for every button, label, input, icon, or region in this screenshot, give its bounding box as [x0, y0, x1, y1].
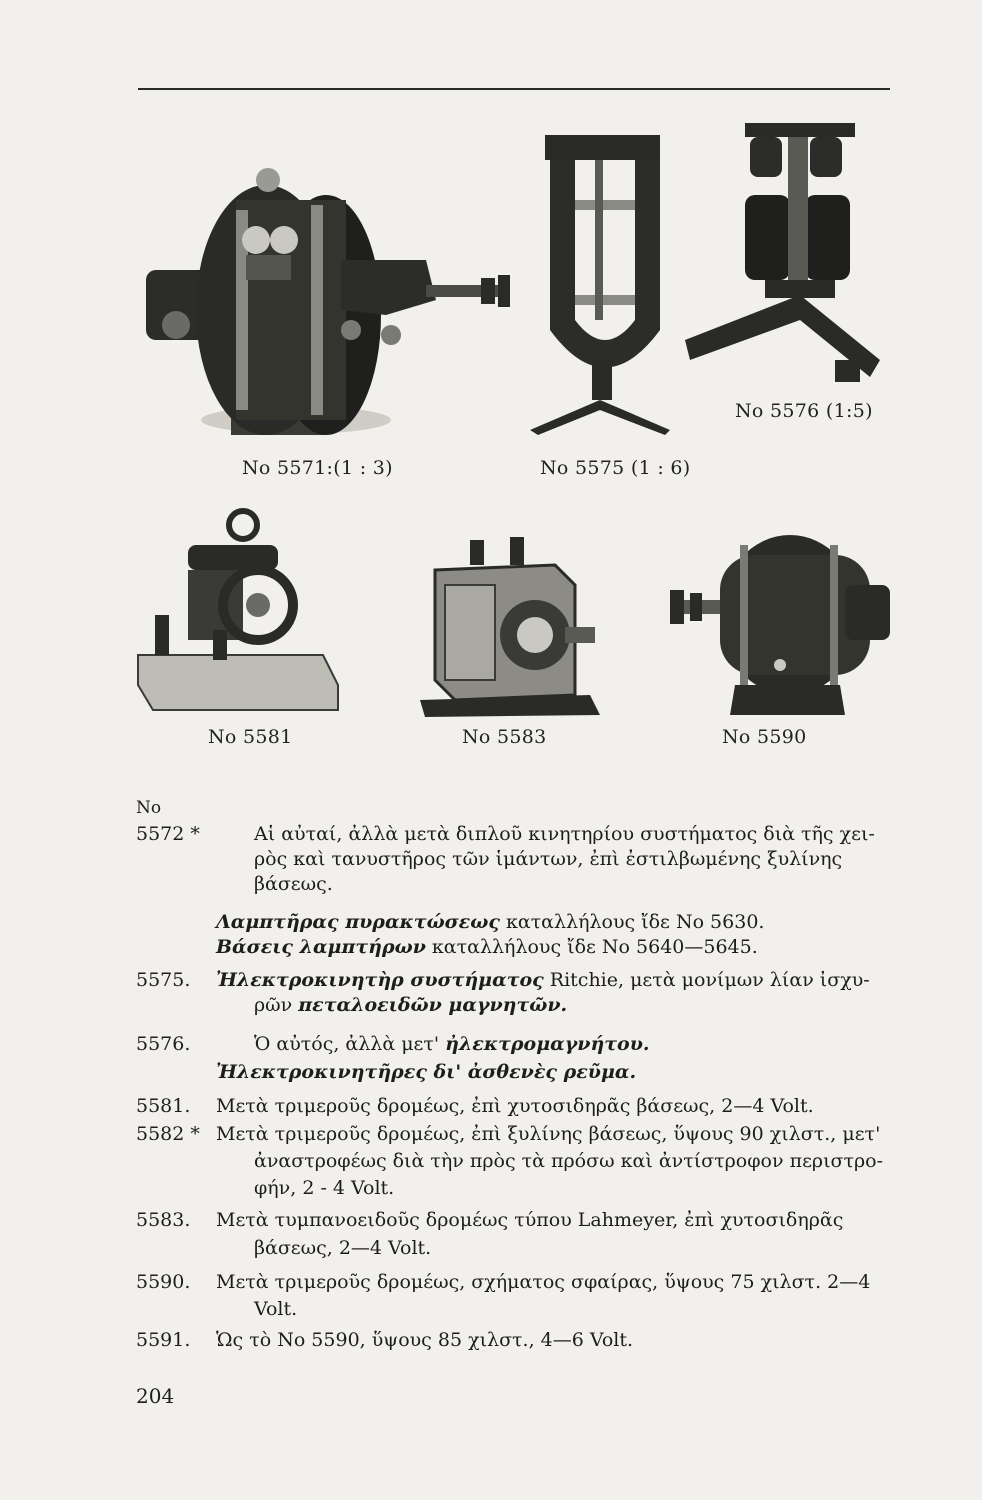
entry-number: 5583. [136, 1209, 191, 1231]
entry-number: 5582 * [136, 1123, 200, 1145]
header-rule [138, 88, 890, 90]
entry-text: Ὁ αὐτός, ἀλλὰ μετ' [254, 1033, 446, 1055]
caption-5581: No 5581 [208, 726, 293, 748]
entry-5582 [136, 1122, 896, 1197]
entry-line: βάσεως, 2—4 Volt. [254, 1237, 432, 1259]
entry-5583 [136, 1208, 896, 1258]
entry-line: Αἱ αὐταί, ἀλλὰ μετὰ διπλοῦ κινητηρίου συστήματος διὰ τῆς χει- [254, 823, 875, 845]
electromagnet-motor-icon [680, 115, 900, 395]
entry-line: Μετὰ τριμεροῦς δρομέως, σχήματος σφαίρας, ὕψους 75 χιλστ. 2—4 [216, 1271, 871, 1293]
note-bases-rest: καταλλήλους ἴδε No 5640—5645. [425, 936, 758, 958]
entry-number: 5591. [136, 1329, 191, 1351]
note-bases-text [216, 935, 758, 960]
page-number: 204 [136, 1384, 175, 1408]
drum-armature-motor-icon [415, 535, 610, 720]
note-bases [136, 935, 896, 960]
entry-line: ἀναστροφέως διὰ τὴν πρὸς τὰ πρόσω καὶ ἀντίστροφον περιστρο- [254, 1150, 884, 1172]
entry-5576 [136, 1032, 896, 1057]
entry-number: 5576. [136, 1033, 191, 1055]
entry-line [216, 968, 870, 993]
entry-line: ρὸς καὶ τανυστῆρος τῶν ἱμάντων, ἐπὶ ἐστιλβωμένης ξυλίνης [254, 848, 843, 870]
entry-5591 [136, 1328, 896, 1353]
entry-italic: ἠλεκτρομαγνήτου. [445, 1033, 650, 1055]
entry-number: 5572 * [136, 823, 200, 845]
note-lamps-rest: καταλλήλους ἴδε No 5630. [499, 911, 765, 933]
entry-line: Μετὰ τριμεροῦς δρομέως, ἐπὶ ξυλίνης βάσεως, ὕψους 90 χιλστ., μετ' [216, 1123, 881, 1145]
dynamo-motor-icon [136, 150, 526, 450]
small-motor-on-base-icon [133, 505, 343, 720]
entry-line: Volt. [254, 1298, 298, 1320]
horseshoe-magnet-motor-icon [530, 130, 680, 440]
entry-line: βάσεως. [254, 873, 333, 895]
entry-line: Μετὰ τριμεροῦς δρομέως, ἐπὶ χυτοσιδηρᾶς βάσεως, 2—4 Volt. [216, 1095, 814, 1117]
entry-number: 5590. [136, 1271, 191, 1293]
entry-number: 5575. [136, 969, 191, 991]
entry-5590 [136, 1270, 896, 1320]
section-heading [136, 1060, 896, 1085]
caption-5590: No 5590 [722, 726, 807, 748]
entry-5572 [136, 822, 896, 897]
entry-line: φήν, 2 - 4 Volt. [254, 1177, 395, 1199]
number-column-header: No [136, 798, 162, 818]
caption-5576: No 5576 (1:5) [735, 400, 873, 422]
entry-line: Μετὰ τυμπανοειδοῦς δρομέως τύπου Lahmeyer, ἐπὶ χυτοσιδηρᾶς [216, 1209, 844, 1231]
entry-line [254, 1032, 650, 1057]
entry-text: ρῶν [254, 994, 299, 1016]
entry-5581 [136, 1094, 896, 1119]
spherical-motor-icon [660, 535, 900, 720]
entry-5575 [136, 968, 896, 1018]
section-heading-text: Ἠλεκτροκινητῆρες δι' ἀσθενὲς ρεῦμα. [216, 1061, 637, 1083]
entry-line: Ὡς τὸ No 5590, ὕψους 85 χιλστ., 4—6 Volt. [216, 1329, 634, 1351]
entry-line [254, 993, 567, 1018]
caption-5571: No 5571:(1 : 3) [242, 457, 393, 479]
note-lamps-text [216, 910, 764, 935]
note-lamps-italic: Λαμπτῆρας πυρακτώσεως [216, 911, 500, 933]
entry-italic: πεταλοειδῶν μαγνητῶν. [298, 994, 568, 1016]
note-bases-italic: Βάσεις λαμπτήρων [216, 936, 426, 958]
entry-number: 5581. [136, 1095, 191, 1117]
entry-text: Ritchie, μετὰ μονίμων λίαν ἰσχυ- [543, 969, 870, 991]
note-lamps [136, 910, 896, 935]
caption-5575: No 5575 (1 : 6) [540, 457, 691, 479]
caption-5583: No 5583 [462, 726, 547, 748]
entry-italic: Ἠλεκτροκινητὴρ συστήματος [216, 969, 544, 991]
